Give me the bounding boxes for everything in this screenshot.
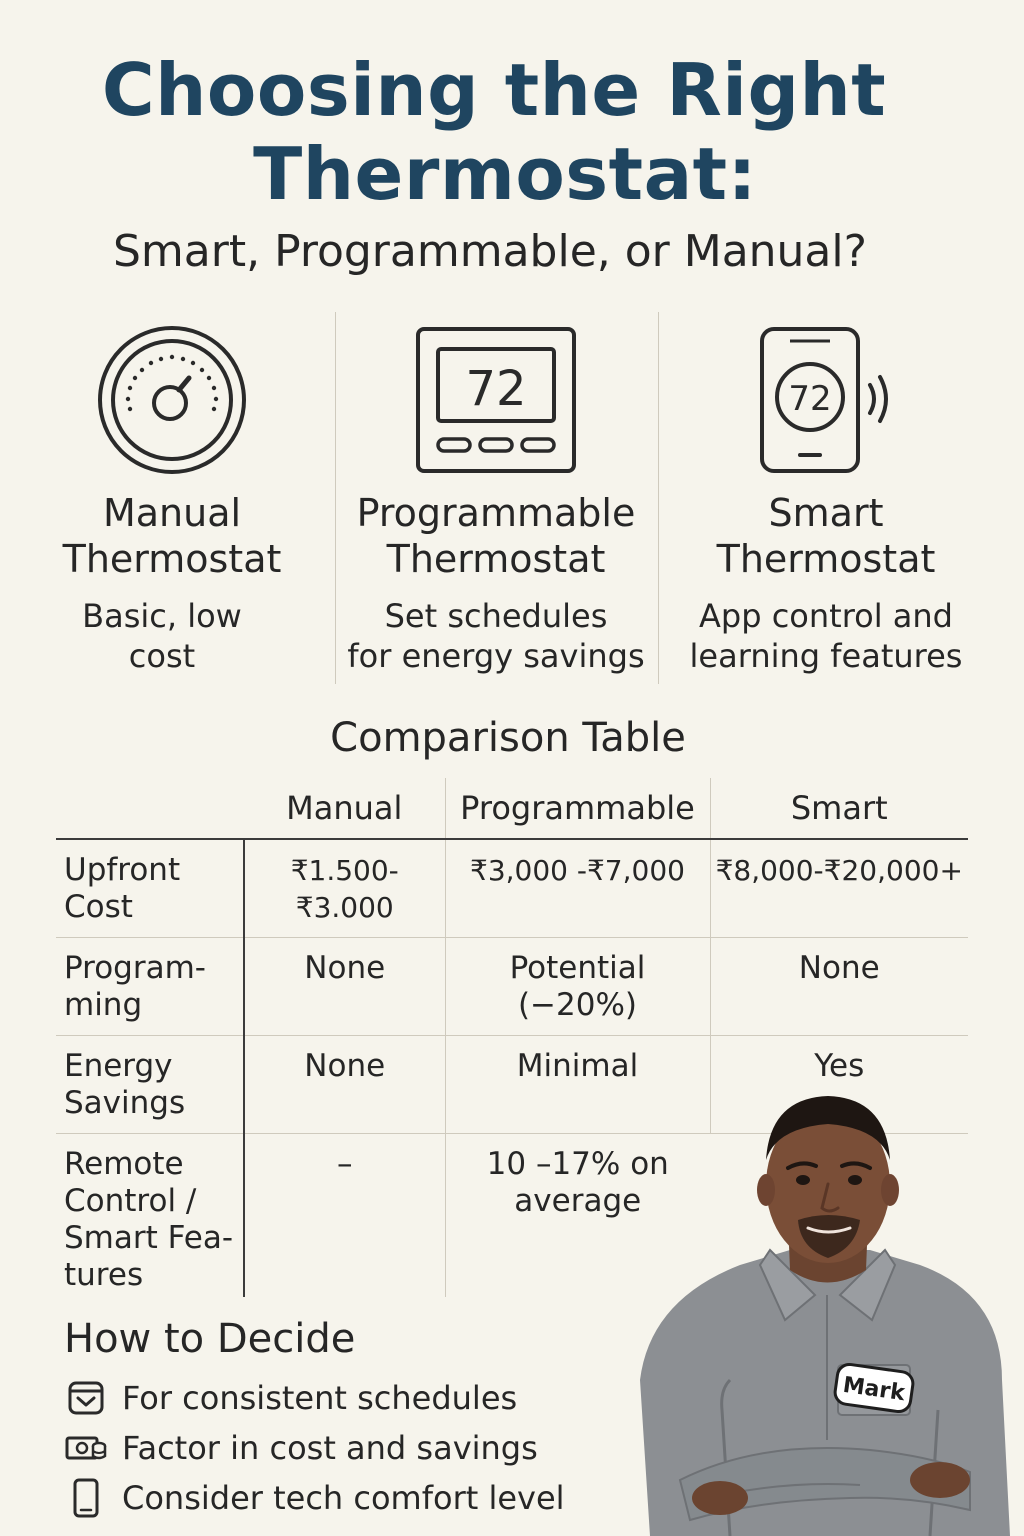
cash-coins-icon bbox=[64, 1426, 108, 1470]
programmable-display-value: 72 bbox=[465, 361, 527, 417]
calendar-check-icon bbox=[64, 1376, 108, 1420]
comparison-title: Comparison Table bbox=[330, 715, 686, 761]
table-cell: ₹3,000 -₹7,000 bbox=[445, 839, 710, 938]
how-to-decide-title: How to Decide bbox=[64, 1316, 356, 1362]
row-label: Energy Savings bbox=[56, 1036, 244, 1134]
table-cell: None bbox=[244, 938, 445, 1036]
table-cell: 10 –17% on average bbox=[445, 1134, 710, 1298]
table-cell: – bbox=[244, 1134, 445, 1298]
tip-text: For consistent schedules bbox=[122, 1379, 518, 1417]
table-header-smart: Smart bbox=[710, 778, 968, 839]
table-cell: ₹8,000-₹20,000+ bbox=[710, 839, 968, 938]
table-row bbox=[56, 839, 968, 938]
column-divider bbox=[658, 312, 659, 684]
dial-thermostat-icon bbox=[97, 325, 247, 475]
technician-illustration bbox=[610, 1080, 1024, 1536]
tip-item bbox=[64, 1476, 565, 1520]
type-description: App control and learning features bbox=[689, 597, 963, 675]
type-name: Smart Thermostat bbox=[716, 491, 936, 581]
table-cell: Potential (−20%) bbox=[445, 938, 710, 1036]
smartphone-thermostat-icon bbox=[756, 325, 896, 475]
table-header-manual: Manual bbox=[244, 778, 445, 839]
table-cell: Minimal bbox=[445, 1036, 710, 1134]
table-header-cell bbox=[56, 778, 244, 839]
table-cell: None bbox=[244, 1036, 445, 1134]
tip-text: Factor in cost and savings bbox=[122, 1429, 538, 1467]
title-line-2: Thermostat: bbox=[253, 132, 757, 216]
smartphone-icon bbox=[64, 1476, 108, 1520]
title-line-1: Choosing the Right bbox=[101, 48, 887, 132]
type-card-smart bbox=[676, 320, 976, 676]
type-card-manual bbox=[22, 320, 322, 676]
table-row bbox=[56, 938, 968, 1036]
row-label: Upfront Cost bbox=[56, 839, 244, 938]
page-title bbox=[0, 48, 1024, 216]
programmable-thermostat-icon bbox=[414, 325, 578, 475]
type-name: Manual Thermostat bbox=[62, 491, 282, 581]
table-cell: Yes bbox=[710, 1036, 968, 1134]
row-label: Program- ming bbox=[56, 938, 244, 1036]
column-divider bbox=[335, 312, 336, 684]
type-description: Set schedules for energy savings bbox=[347, 597, 645, 675]
page-subtitle: Smart, Programmable, or Manual? bbox=[113, 226, 867, 277]
table-header-programmable: Programmable bbox=[445, 778, 710, 839]
tip-text: Consider tech comfort level bbox=[122, 1479, 565, 1517]
row-label: Remote Control / Smart Fea- tures bbox=[56, 1134, 244, 1298]
type-description: Basic, low cost bbox=[82, 597, 242, 675]
tip-item bbox=[64, 1426, 538, 1470]
table-header-row bbox=[56, 778, 968, 839]
tip-item bbox=[64, 1376, 517, 1420]
type-name: Programmable Thermostat bbox=[356, 491, 636, 581]
type-card-programmable bbox=[346, 320, 646, 676]
smart-display-value: 72 bbox=[788, 379, 832, 419]
name-badge-text: Mark bbox=[841, 1372, 907, 1407]
table-cell: None bbox=[710, 938, 968, 1036]
table-cell: ₹1.500-₹3.000 bbox=[244, 839, 445, 938]
